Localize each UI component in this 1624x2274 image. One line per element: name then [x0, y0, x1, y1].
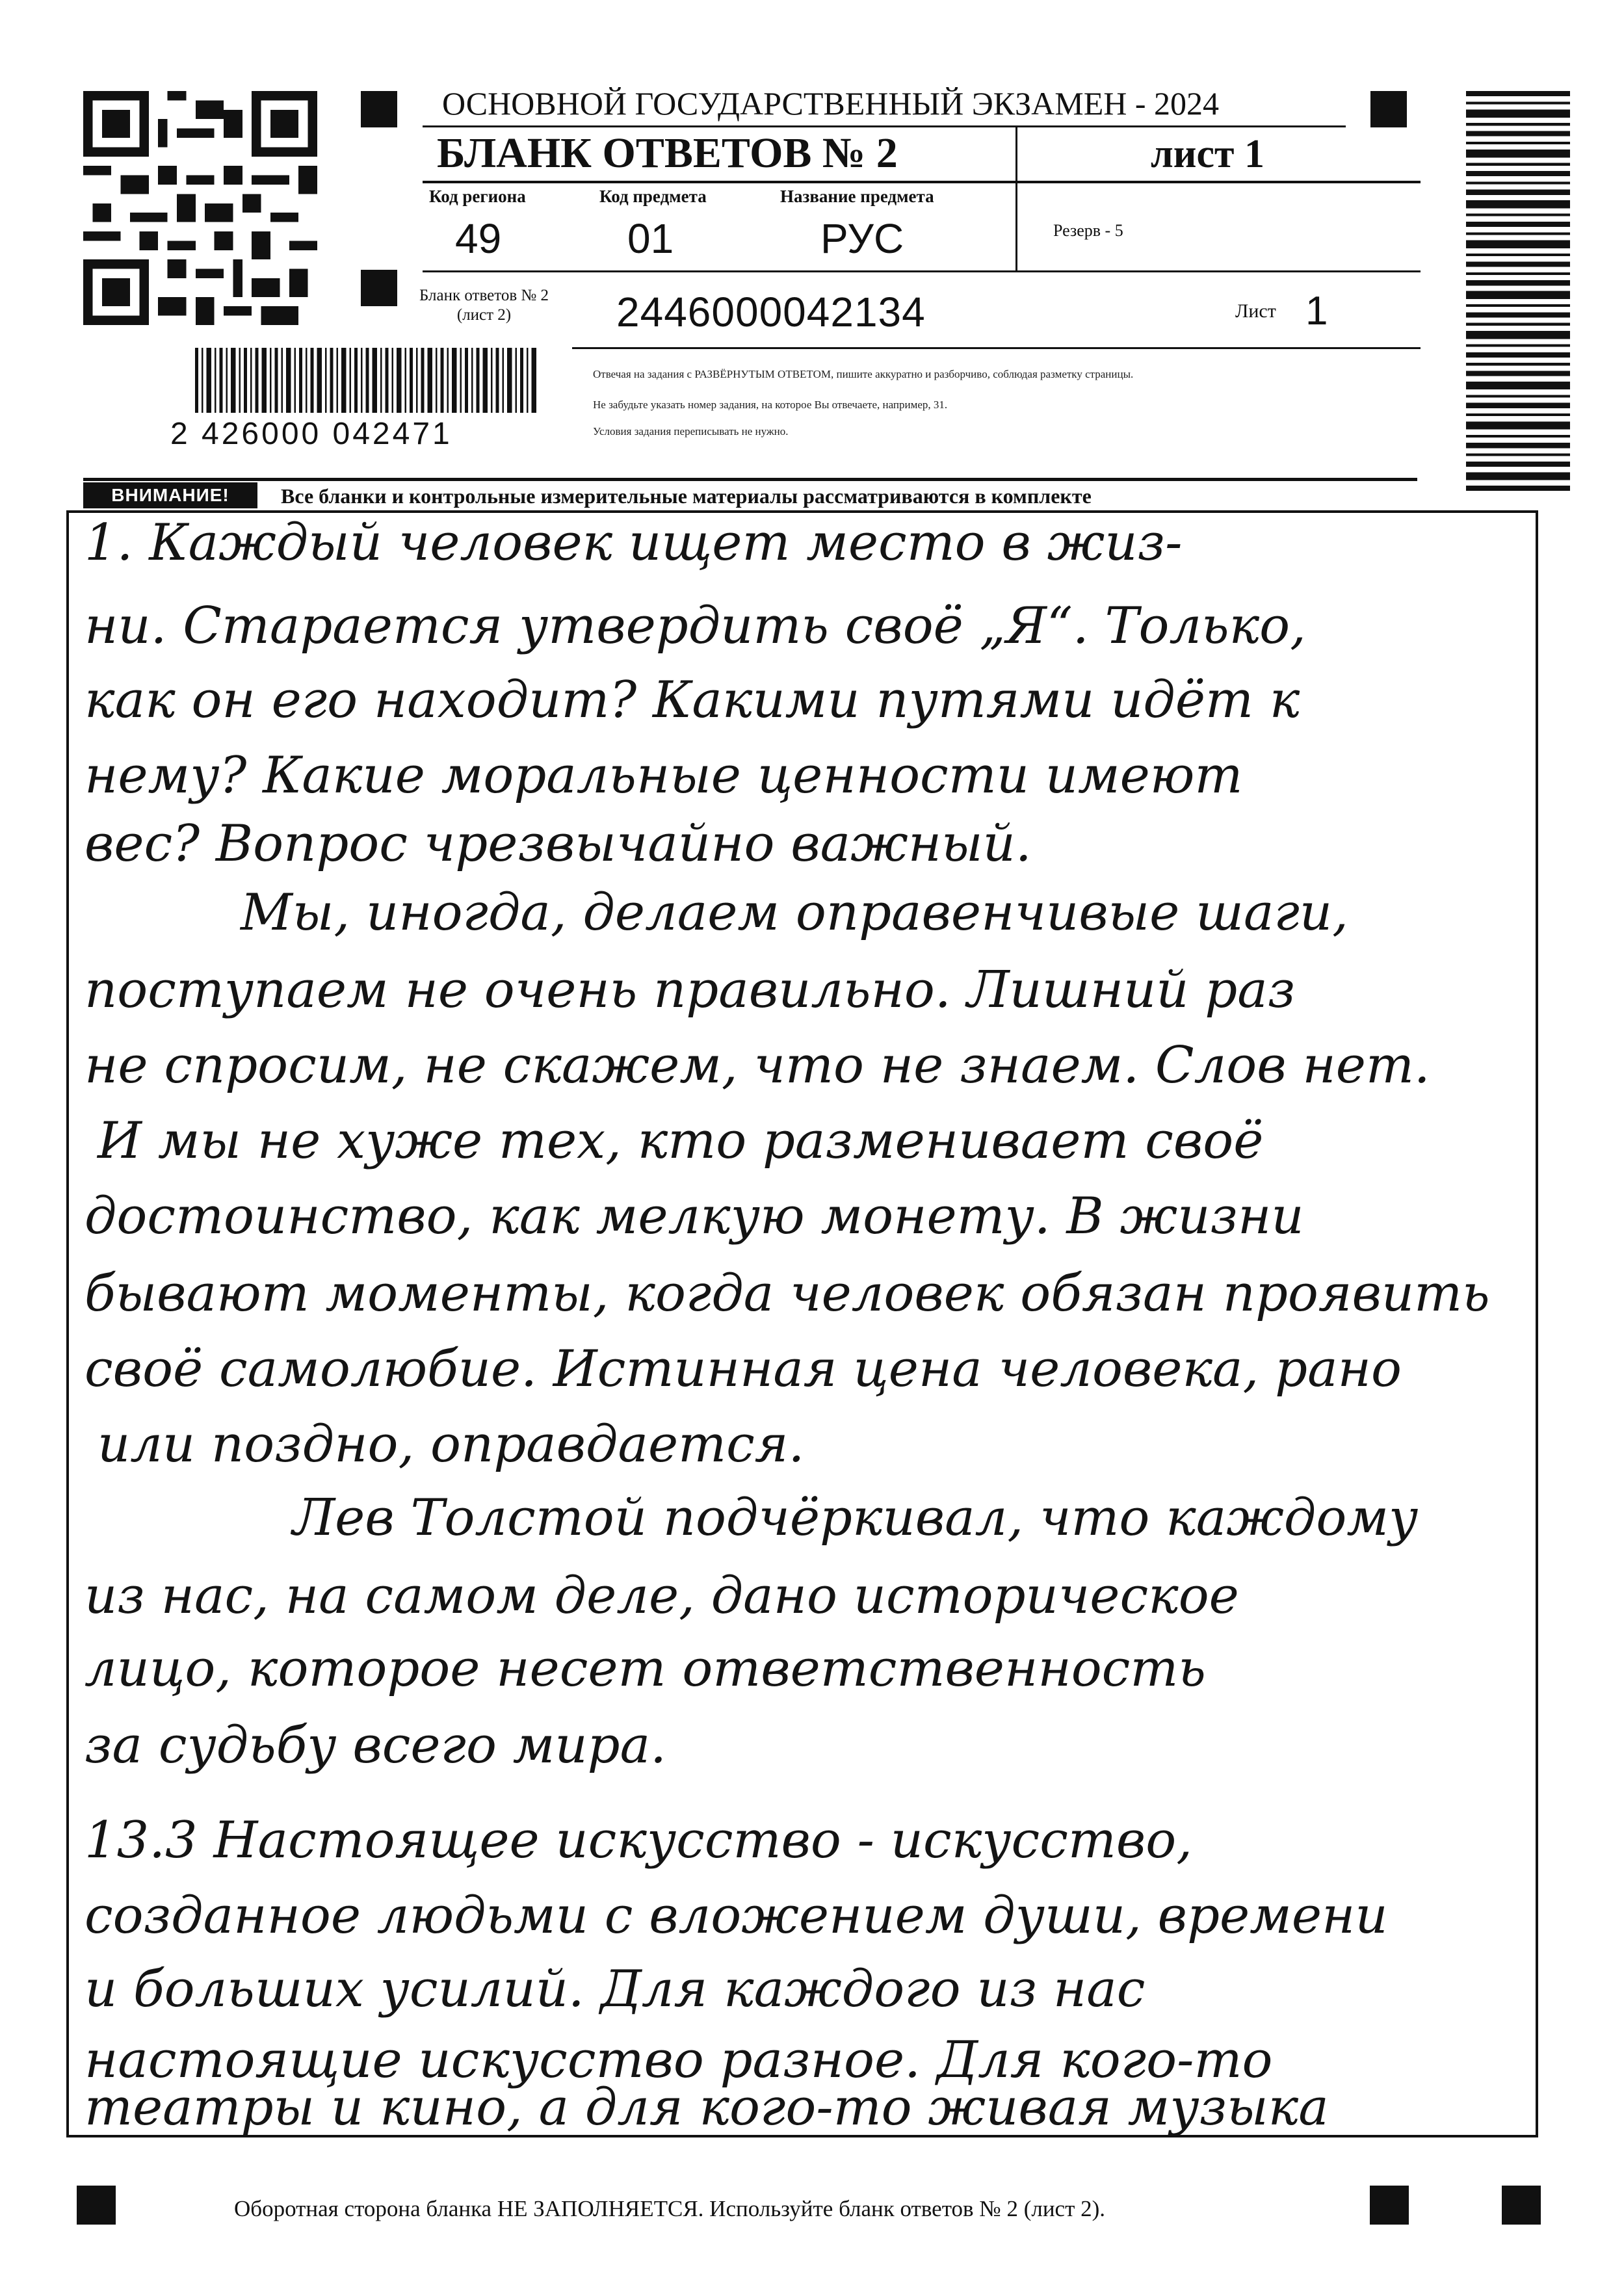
handwritten-line: не спросим, не скажем, что не знаем. Слов нет. — [85, 1036, 1430, 1095]
alignment-marker-bottom-mid — [1370, 2186, 1409, 2225]
header-vertical-divider — [1015, 127, 1017, 272]
handwritten-line: достоинство, как мелкую монету. В жизни — [85, 1187, 1304, 1246]
footer-note: Оборотная сторона бланка НЕ ЗАПОЛНЯЕТСЯ. Используйте бланк ответов № 2 (лист 2). — [234, 2196, 1106, 2221]
sheet-label: лист 1 — [1151, 132, 1264, 176]
handwritten-line: настоящие искусство разное. Для кого-то — [85, 2031, 1273, 2089]
sheet-reference — [419, 286, 549, 325]
subject-name-caption: Название предмета — [780, 187, 934, 206]
instruction-line: Не забудьте указать номер задания, на которое Вы отвечаете, например, 31. — [593, 399, 948, 411]
handwritten-line: из нас, на самом деле, дано историческое — [85, 1567, 1239, 1625]
handwritten-line: 13.3 Настоящее искусство - искусство, — [85, 1811, 1193, 1870]
handwritten-line: созданное людьми с вложением души, времени — [85, 1887, 1388, 1945]
handwritten-line: нему? Какие моральные ценности имеют — [85, 746, 1243, 805]
handwritten-line: как он его находит? Какими путями идёт к — [85, 671, 1300, 729]
attention-badge: ВНИМАНИЕ! — [83, 482, 257, 508]
attention-top-line — [83, 478, 1417, 481]
handwritten-line: вес? Вопрос чрезвычайно важный. — [85, 815, 1032, 873]
alignment-marker-top-left — [361, 91, 397, 127]
handwritten-line: за судьбу всего мира. — [85, 1716, 666, 1775]
handwritten-line: и больших усилий. Для каждого из нас — [85, 1960, 1146, 2019]
handwritten-line: театры и кино, а для кого-то живая музыка — [85, 2078, 1329, 2137]
region-caption: Код региона — [429, 187, 526, 206]
sheet-reference-line2: (лист 2) — [456, 306, 512, 324]
alignment-marker-bottom-left — [77, 2186, 116, 2225]
code-underline — [572, 347, 1421, 349]
title-underline — [423, 125, 1346, 127]
vertical-barcode — [1466, 91, 1570, 491]
handwritten-line: И мы не хуже тех, кто разменивает своё — [98, 1112, 1264, 1170]
instruction-line: Отвечая на задания с РАЗВЁРНУТЫМ ОТВЕТОМ, пишите аккуратно и разборчиво, соблюдая разметку страницы. — [593, 368, 1134, 380]
sheet-reference-line1: Бланк ответов № 2 — [419, 287, 549, 304]
alignment-marker-top-right — [1370, 91, 1407, 127]
region-value: 49 — [455, 215, 502, 262]
alignment-marker-mid-left — [361, 270, 397, 306]
handwritten-line: Мы, иногда, делаем оправенчивые шаги, — [241, 883, 1348, 942]
reserve-field: Резерв - 5 — [1053, 221, 1123, 240]
reserve-bottom-line — [1015, 270, 1421, 272]
handwritten-line: бывают моменты, когда человек обязан проявить — [85, 1264, 1490, 1323]
barcode — [195, 348, 536, 413]
instruction-line: Условия задания переписывать не нужно. — [593, 425, 789, 438]
handwritten-line: Лев Толстой подчёркивал, что каждому — [293, 1489, 1419, 1547]
form-code-number: 2446000042134 — [616, 289, 926, 335]
subject-name-value: РУС — [820, 215, 904, 262]
alignment-marker-bottom-right — [1502, 2186, 1541, 2225]
subject-code-value: 01 — [627, 215, 674, 262]
subject-code-caption: Код предмета — [599, 187, 707, 206]
handwritten-line: своё самолюбие. Истинная цена человека, рано — [85, 1340, 1402, 1398]
attention-text: Все бланки и контрольные измерительные материалы рассматриваются в комплекте — [281, 484, 1092, 508]
handwritten-line: поступаем не очень правильно. Лишний раз — [85, 961, 1296, 1019]
list-label: Лист — [1235, 300, 1276, 322]
exam-title: ОСНОВНОЙ ГОСУДАРСТВЕННЫЙ ЭКЗАМЕН - 2024 — [442, 85, 1219, 122]
barcode-digits: 2 426000 042471 — [170, 417, 452, 451]
handwritten-line: лицо, которое несет ответственность — [85, 1640, 1206, 1698]
list-number: 1 — [1305, 289, 1328, 333]
handwritten-line: или поздно, оправдается. — [98, 1415, 805, 1474]
header-divider — [423, 181, 1421, 183]
handwritten-line: 1. Каждый человек ищет место в жиз- — [85, 514, 1183, 572]
qr-code — [83, 91, 317, 325]
handwritten-line: ни. Старается утвердить своё „Я“. Только, — [85, 597, 1306, 655]
fields-bottom-line — [423, 270, 1017, 272]
form-title: БЛАНК ОТВЕТОВ № 2 — [437, 129, 898, 177]
